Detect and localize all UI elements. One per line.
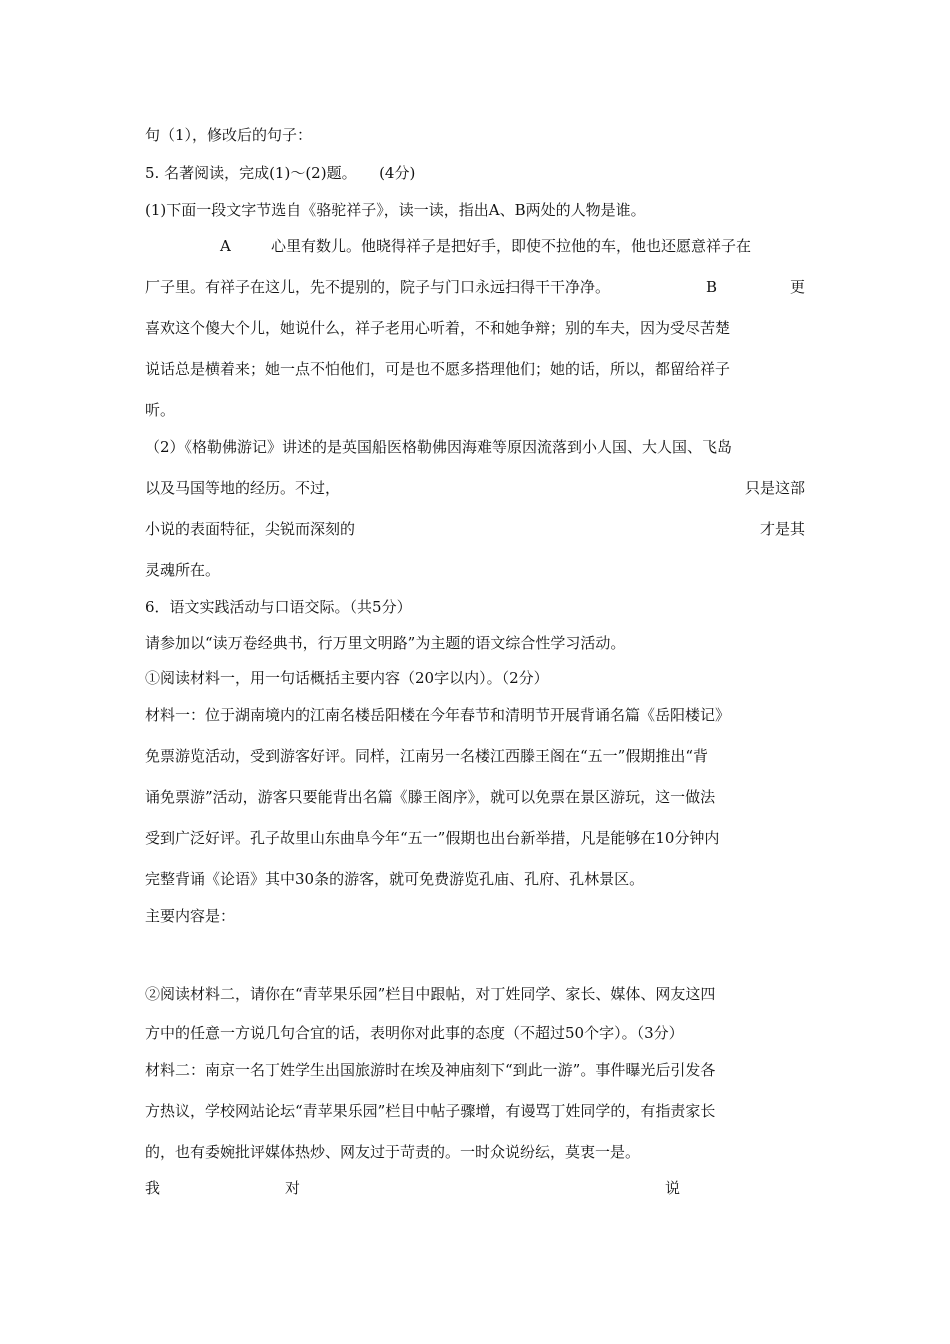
answer-word-shuo: 说 [665,1179,681,1197]
q5-part1-prompt: (1)下面一段文字节选自《骆驼祥子》，读一读，指出A、B两处的人物是谁。 [145,201,646,219]
material1-line-1: 材料一：位于湖南境内的江南名楼岳阳楼在今年春节和清明节开展背诵名篇《岳阳楼记》 [145,706,731,724]
q5-heading: 5. 名著阅读，完成(1)～(2)题。 (4分) [145,164,416,182]
q5-part2-line-3-start: 小说的表面特征，尖锐而深刻的 [145,520,356,538]
q6-task2-line-1: ②阅读材料二，请你在“青苹果乐园”栏目中跟帖，对丁姓同学、家长、媒体、网友这四 [145,985,716,1003]
q5-part2-line-2-end: 只是这部 [744,479,805,497]
material2-line-3: 的，也有委婉批评媒体热炒、网友过于苛责的。一时众说纷纭，莫衷一是。 [145,1143,641,1161]
material1-line-5: 完整背诵《论语》其中30条的游客，就可免费游览孔庙、孔府、孔林景区。 [145,870,645,888]
material2-line-2: 方热议，学校网站论坛“青苹果乐园”栏目中帖子骤增，有谩骂丁姓同学的，有指责家长 [145,1102,716,1120]
q5-part2-line-1: （2）《格勒佛游记》讲述的是英国船医格勒佛因海难等原因流落到小人国、大人国、飞岛 [145,438,733,456]
material1-line-2: 免票游览活动，受到游客好评。同样，江南另一名楼江西滕王阁在“五一”假期推出“背 [145,747,709,765]
q6-intro: 请参加以“读万卷经典书，行万里文明路”为主题的语文综合性学习活动。 [145,634,626,652]
blank-label-b: B [706,278,718,296]
answer-word-dui: 对 [285,1179,301,1197]
answer-word-wo: 我 [145,1179,161,1197]
passage-line-2-end: 更 [790,278,806,296]
material2-line-1: 材料二：南京一名丁姓学生出国旅游时在埃及神庙刻下“到此一游”。事件曝光后引发各 [145,1061,716,1079]
q5-part2-line-3 [145,519,805,539]
passage-line-1: 心里有数儿。他晓得祥子是把好手，即使不拉他的车，他也还愿意祥子在 [271,237,752,255]
q5-part2-line-4: 灵魂所在。 [145,561,221,579]
passage-line-5: 听。 [145,401,176,419]
main-content-label: 主要内容是： [145,907,236,925]
blank-label-a: A [220,237,231,255]
q6-task2-line-2: 方中的任意一方说几句合宜的话，表明你对此事的态度（不超过50个字）。（3分） [145,1024,684,1042]
passage-line-4: 说话总是横着来；她一点不怕他们，可是也不愿多搭理他们；她的话，所以，都留给祥子 [145,360,731,378]
material1-line-3: 诵免票游”活动，游客只要能背出名篇《滕王阁序》，就可以免票在景区游玩，这一做法 [145,788,716,806]
q6-heading: 6．语文实践活动与口语交际。（共5分） [145,598,412,616]
passage-line-2: 厂子里。有祥子在这儿，先不提别的，院子与门口永远扫得干干净净。 [145,278,611,296]
line-revised-sentence: 句（1），修改后的句子： [145,126,313,144]
material1-line-4: 受到广泛好评。孔子故里山东曲阜今年“五一”假期也出台新举措，凡是能够在10分钟内 [145,829,720,847]
passage-line-3: 喜欢这个傻大个儿，她说什么，祥子老用心听着，不和她争辩；别的车夫，因为受尽苦楚 [145,319,731,337]
q5-part2-line-2 [145,478,805,498]
q6-task1-prompt: ①阅读材料一，用一句话概括主要内容（20字以内）。（2分） [145,669,549,687]
q5-part2-line-2-start: 以及马国等地的经历。不过， [145,479,341,497]
q5-part2-line-3-end: 才是其 [759,520,805,538]
